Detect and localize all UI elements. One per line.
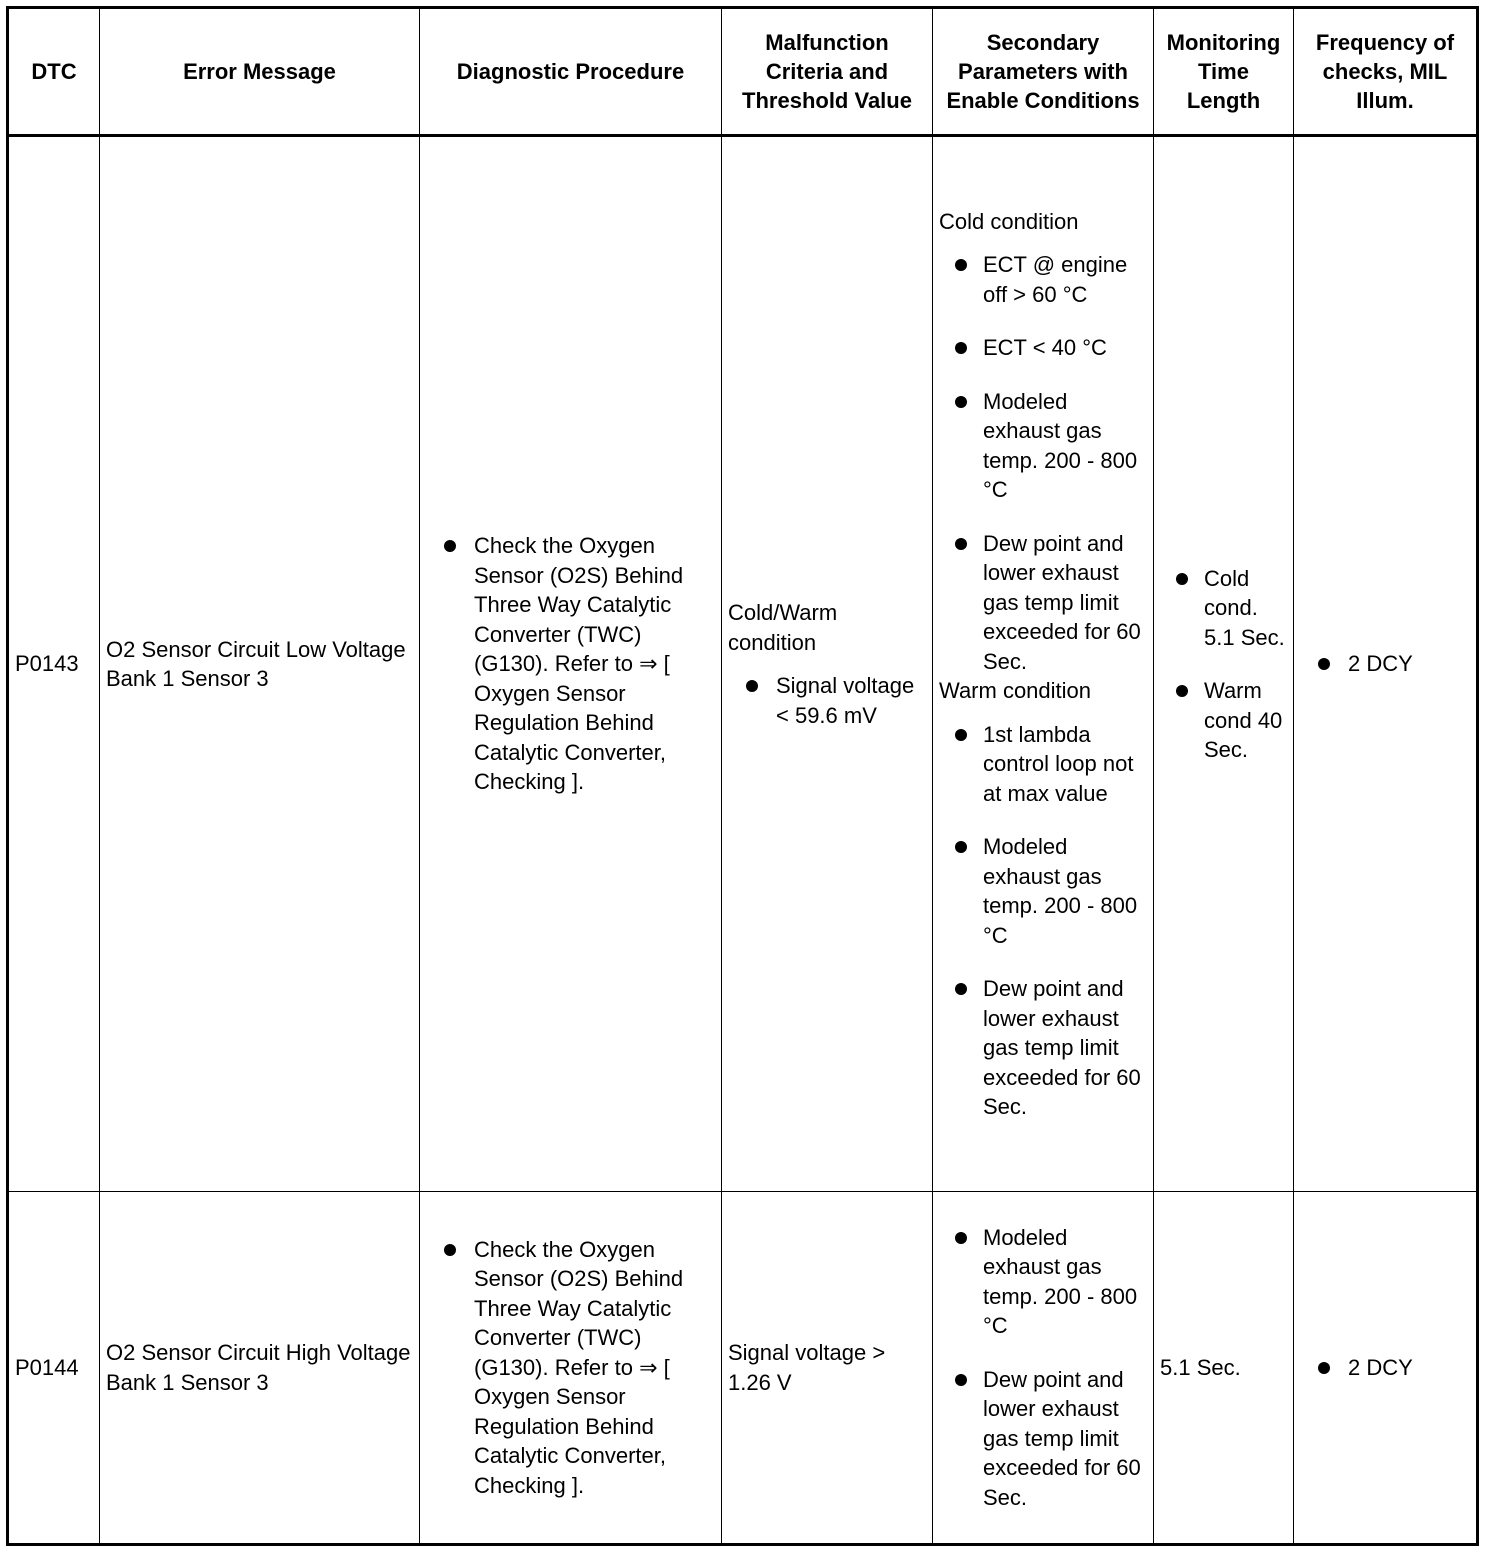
malfunction-criteria: Signal voltage > 1.26 V (722, 1192, 933, 1545)
list-item: ECT @ engine off > 60 °C (939, 250, 1147, 309)
bullet-icon (955, 729, 967, 741)
list-item: 2 DCY (1300, 649, 1470, 679)
header-dtc: DTC (8, 8, 100, 136)
dtc-code: P0144 (8, 1192, 100, 1545)
bullet-icon (746, 680, 758, 692)
monitoring-time (1154, 136, 1294, 1192)
secondary-parameters (933, 136, 1154, 1192)
header-frequency: Frequency of checks, MIL Illum. (1294, 8, 1478, 136)
diagnostic-procedure (420, 1192, 722, 1545)
bullet-icon (955, 1232, 967, 1244)
list-item: Dew point and lower exhaust gas temp limit exceeded for 60 Sec. (939, 1365, 1147, 1513)
list-item: 2 DCY (1300, 1353, 1470, 1383)
list-item: Modeled exhaust gas temp. 200 - 800 °C (939, 832, 1147, 950)
malfunction-criteria (722, 136, 933, 1192)
bullet-icon (955, 396, 967, 408)
bullet-icon (444, 1244, 456, 1256)
list-item: Signal voltage < 59.6 mV (728, 671, 926, 730)
bullet-icon (955, 1374, 967, 1386)
warm-condition-list (939, 720, 1147, 1122)
secondary-parameters (933, 1192, 1154, 1545)
cold-condition-label: Cold condition (939, 208, 1079, 234)
frequency (1294, 1192, 1478, 1545)
table-row (8, 136, 1478, 1192)
bullet-icon (444, 540, 456, 552)
header-row (8, 8, 1478, 136)
list-item: Warm cond 40 Sec. (1160, 676, 1287, 765)
header-secondary-parameters: Secondary Parameters with Enable Conditions (933, 8, 1154, 136)
list-item: Dew point and lower exhaust gas temp limit exceeded for 60 Sec. (939, 529, 1147, 677)
bullet-icon (1176, 685, 1188, 697)
condition-label: Cold/Warm condition (728, 600, 838, 655)
header-monitoring-time: Monitoring Time Length (1154, 8, 1294, 136)
procedure-text: Check the Oxygen Sensor (O2S) Behind Three Way Catalytic Converter (TWC) (G130). Refer to ⇒ [ Oxygen Sensor Regulation Behind Catalytic Converter, Checking ]. (474, 1236, 684, 1498)
bullet-icon (955, 841, 967, 853)
bullet-icon (955, 259, 967, 271)
diagnostic-procedure (420, 136, 722, 1192)
list-item: Modeled exhaust gas temp. 200 - 800 °C (939, 387, 1147, 505)
monitoring-time: 5.1 Sec. (1154, 1192, 1294, 1545)
list-item: Modeled exhaust gas temp. 200 - 800 °C (939, 1223, 1147, 1341)
dtc-table (6, 6, 1479, 1546)
bullet-icon (955, 538, 967, 550)
list-item: 1st lambda control loop not at max value (939, 720, 1147, 809)
bullet-icon (955, 983, 967, 995)
procedure-text: Check the Oxygen Sensor (O2S) Behind Three Way Catalytic Converter (TWC) (G130). Refer to ⇒ [ Oxygen Sensor Regulation Behind Catalytic Converter, Checking ]. (474, 533, 684, 795)
bullet-icon (1318, 1362, 1330, 1374)
error-message: O2 Sensor Circuit High Voltage Bank 1 Sensor 3 (100, 1192, 420, 1545)
list-item: ECT < 40 °C (939, 333, 1147, 363)
dtc-code: P0143 (8, 136, 100, 1192)
bullet-icon (955, 342, 967, 354)
list-item: Dew point and lower exhaust gas temp limit exceeded for 60 Sec. (939, 974, 1147, 1122)
list-item: Cold cond. 5.1 Sec. (1160, 564, 1287, 653)
list-item (426, 1235, 715, 1501)
list-item (426, 531, 715, 797)
bullet-icon (1318, 658, 1330, 670)
table-row (8, 1192, 1478, 1545)
warm-condition-label: Warm condition (939, 678, 1092, 704)
header-diagnostic-procedure: Diagnostic Procedure (420, 8, 722, 136)
header-malfunction-criteria: Malfunction Criteria and Threshold Value (722, 8, 933, 136)
header-error-message: Error Message (100, 8, 420, 136)
error-message: O2 Sensor Circuit Low Voltage Bank 1 Sensor 3 (100, 136, 420, 1192)
cold-condition-list (939, 250, 1147, 676)
bullet-icon (1176, 573, 1188, 585)
frequency (1294, 136, 1478, 1192)
